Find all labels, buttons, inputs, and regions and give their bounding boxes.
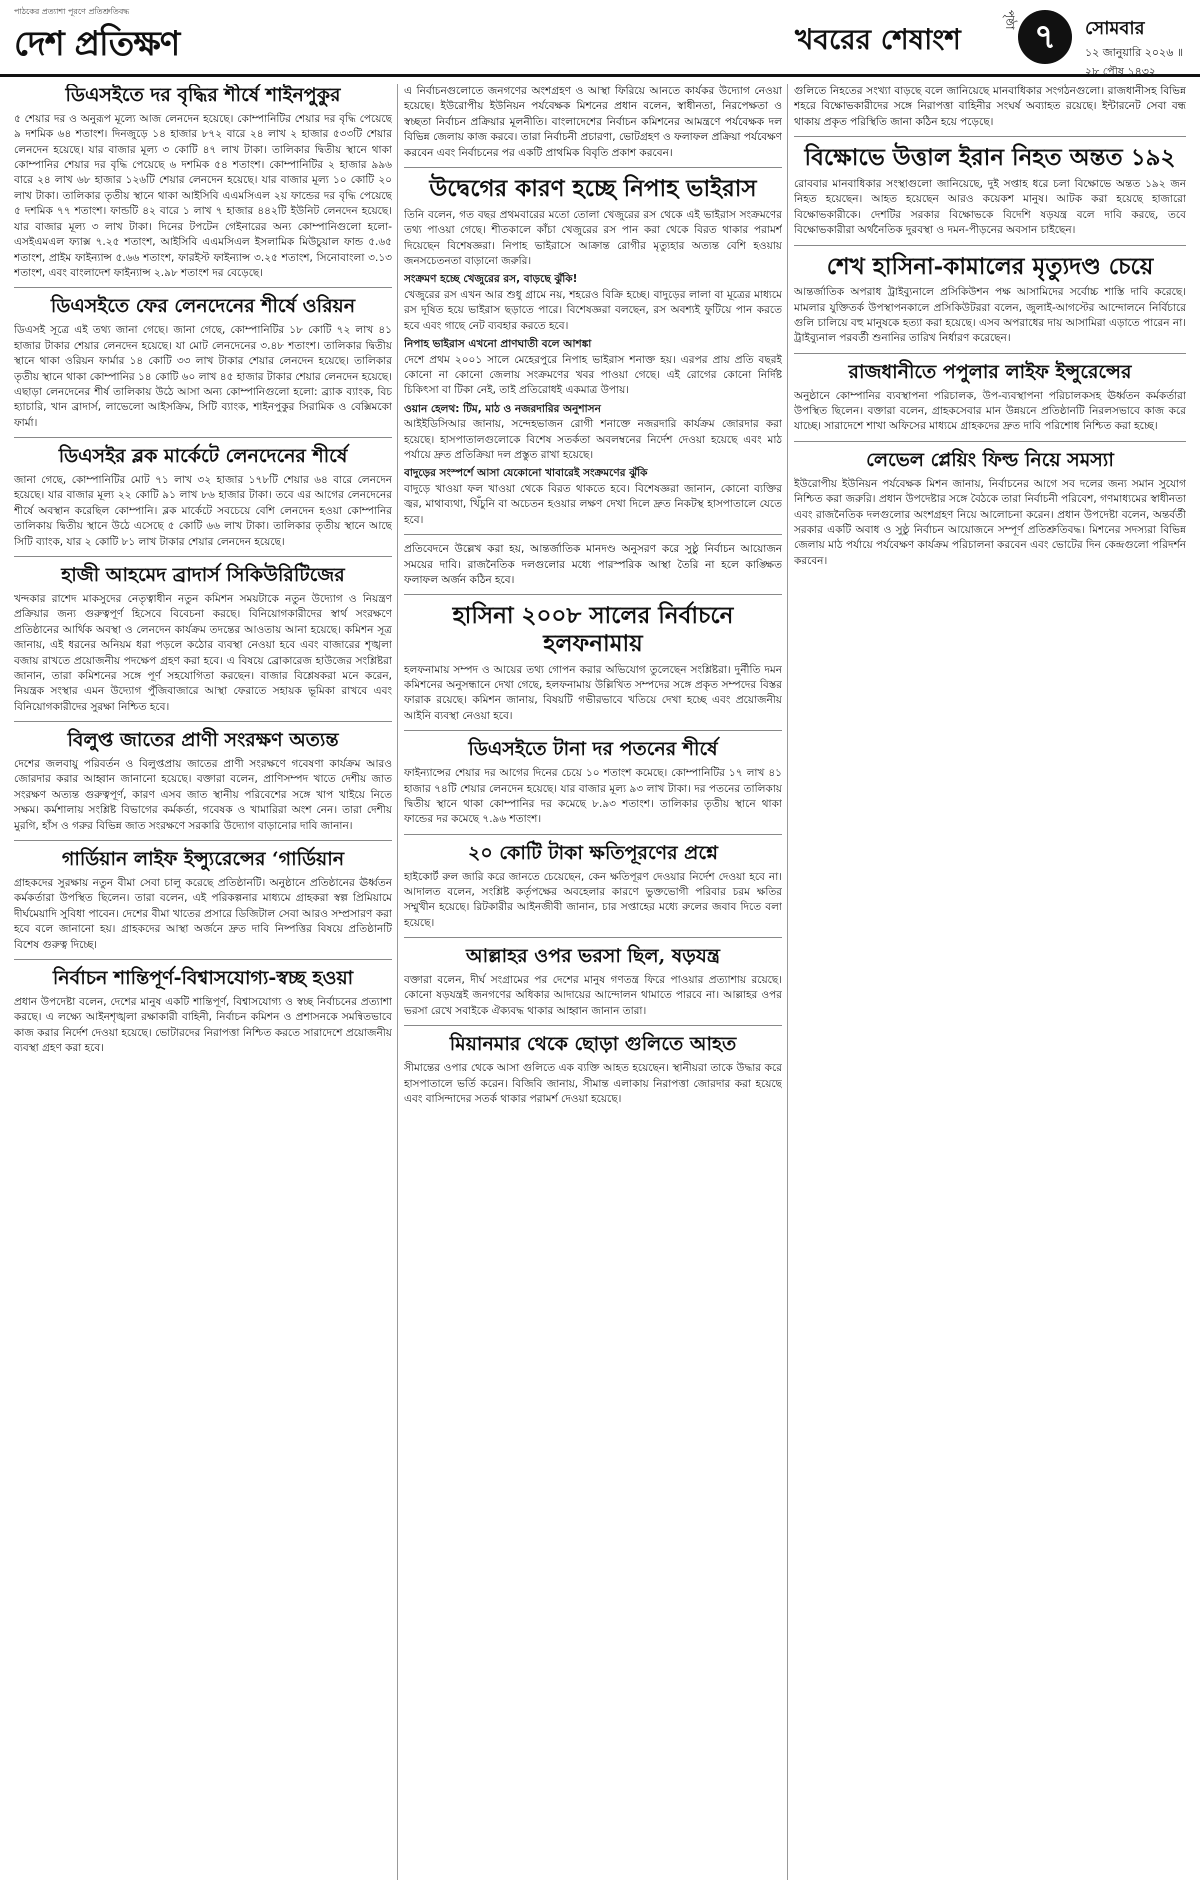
logo-tagline: পাঠকের প্রত্যাশা পূরণে প্রতিশ্রুতিবদ্ধ [14,7,130,16]
story-orion [14,295,392,438]
story-body: অনুষ্ঠানে কোম্পানির ব্যবস্থাপনা পরিচালক, উপ-ব্যবস্থাপনা পরিচালকসহ ঊর্ধ্বতন কর্মকর্তারা উপস্থিত ছিলেন। বক্তারা বলেন, গ্রাহকসেবার মান উন্নয়নে প্রতিষ্ঠানটি নিরলসভাবে কাজ করে যাচ্ছে। সারাদেশে শাখা অফিসের মাধ্যমে গ্রাহকদের দ্রুত দাবি পরিশোধ নিশ্চিত করা হচ্ছে। [794,389,1186,433]
headline: বিলুপ্ত জাতের প্রাণী সংরক্ষণ অত্যন্ত [67,729,339,752]
subheading: সংক্রমণ হচ্ছে খেজুরের রস, বাড়ছে ঝুঁকি! [404,273,578,286]
headline: শেখ হাসিনা-কামালের মৃত্যুদণ্ড চেয়ে [826,252,1154,280]
subheading: ওয়ান হেলথ: টিম, মাঠ ও নজরদারির অনুশাসন [404,402,601,415]
story-body: সীমান্তের ওপার থেকে আসা গুলিতে এক ব্যক্তি আহত হয়েছেন। স্থানীয়রা তাকে উদ্ধার করে হাসপাতালে ভর্তি করেন। বিজিবি জানায়, সীমান্ত এলাকায় নিরাপত্তা জোরদার করা হয়েছে এবং বাসিন্দাদের সতর্ক থাকার পরামর্শ দেওয়া হয়েছে। [404,1062,782,1105]
headline: রাজধানীতে পপুলার লাইফ ইন্সুরেন্সের [848,360,1132,383]
continued-text: গুলিতে নিহতের সংখ্যা বাড়ছে বলে জানিয়েছে মানবাধিকার সংগঠনগুলো। রাজধানীসহ বিভিন্ন শহরে বিক্ষোভকারীদের সঙ্গে নিরাপত্তা বাহিনীর সংঘর্ষ অব্যাহত রয়েছে। ইন্টারনেট সেবা বন্ধ থাকায় প্রকৃত পরিস্থিতি জানা কঠিন হয়ে পড়েছে। [794,84,1186,137]
story-body: রোববার মানবাধিকার সংস্থাগুলো জানিয়েছে, দুই সপ্তাহ ধরে চলা বিক্ষোভে অন্তত ১৯২ জন নিহত হয়েছেন। আহত হয়েছেন আরও কয়েকশ মানুষ। আটক করা হয়েছে হাজারো বিক্ষোভকারীকে। দেশটির সরকার বিক্ষোভকে বিদেশি ষড়যন্ত্র বলে দাবি করছে, তবে বিক্ষোভকারীরা অর্থনৈতিক দুরবস্থা ও দমন-পীড়নের অবসান চাইছেন। [794,177,1186,237]
column-divider [787,84,788,1880]
story-body: তিনি বলেন, গত বছর প্রথমবারের মতো তোলা খেজুরের রস থেকে এই ভাইরাস সংক্রমণের তথ্য পাওয়া গেছে। শীতকালে কাঁচা খেজুরের রস পান করা থেকে বিরত থাকার পরামর্শ দিয়েছেন বিশেষজ্ঞরা। নিপাহ ভাইরাসে আক্রান্ত রোগীর মৃত্যুহার অত্যন্ত বেশি হওয়ায় জনসচেতনতা বাড়ানো জরুরি। [404,208,782,267]
story-dse-gainer [14,84,392,288]
story-guardian-life [14,848,392,960]
story-body: খন্দকার রাশেদ মাকসুদের নেতৃত্বাধীন নতুন কমিশন সময়টাকে নতুন উদ্যোগ ও নিয়ন্ত্রণ প্রক্রিয়ার জন্য গুরুত্বপূর্ণ হিসেবে বিবেচনা করছে। বিনিয়োগকারীদের স্বার্থ সংরক্ষণে প্রতিষ্ঠানের আর্থিক অবস্থা ও লেনদেন কার্যক্রম তদন্তের আওতায় আনা হয়েছে। কমিশন সূত্র জানায়, এই ধরনের অনিয়ম ধরা পড়লে কঠোর ব্যবস্থা নেওয়া হবে এবং বাজারের শৃঙ্খলা বজায় রাখতে প্রয়োজনীয় পদক্ষেপ গ্রহণ করা হবে। এ বিষয়ে ব্রোকারেজ হাউজের সংশ্লিষ্টরা জানান, তারা কমিশনের সঙ্গে পূর্ণ সহযোগিতা করছেন। বাজার বিশ্লেষকরা মনে করেন, নিয়ন্ত্রক সংস্থার এমন উদ্যোগ পুঁজিবাজারে আস্থা ফেরাতে সহায়ক ভূমিকা রাখবে এবং বিনিয়োগকারীদের সুরক্ষা নিশ্চিত হবে। [14,592,392,713]
headline: উদ্বেগের কারণ হচ্ছে নিপাহ ভাইরাস [429,175,757,203]
column-divider [397,84,398,1880]
continued-text: প্রতিবেদনে উল্লেখ করা হয়, আন্তর্জাতিক মানদণ্ড অনুসরণ করে সুষ্ঠু নির্বাচন আয়োজন সময়ের দাবি। রাজনৈতিক দলগুলোর মধ্যে পারস্পরিক আস্থা তৈরি না হলে কাঙ্ক্ষিত ফলাফল অর্জন কঠিন হবে। [404,542,782,595]
story-body: খেজুরের রস এখন আর শুধু গ্রামে নয়, শহরেও বিক্রি হচ্ছে। বাদুড়ের লালা বা মূত্রের মাধ্যমে রস দূষিত হয়ে ভাইরাস ছড়াতে পারে। বিশেষজ্ঞরা বলছেন, রস অবশ্যই ফুটিয়ে পান করতে হবে এবং গাছে নেট ব্যবহার করতে হবে। [404,288,782,332]
story-election [14,967,392,1062]
story-body: বক্তারা বলেন, দীর্ঘ সংগ্রামের পর দেশের মানুষ গণতন্ত্র ফিরে পাওয়ার প্রত্যাশায় রয়েছে। কোনো ষড়যন্ত্রই জনগণের অধিকার আদায়ের আন্দোলন থামাতে পারবে না। আল্লাহর ওপর ভরসা রেখে সবাইকে ঐক্যবদ্ধ থাকার আহ্বান জানান তারা। [404,974,782,1017]
story-body: আইইডিসিআর জানায়, সন্দেহভাজন রোগী শনাক্তে নজরদারি কার্যক্রম জোরদার করা হয়েছে। হাসপাতালগুলোকে বিশেষ সতর্কতা অবলম্বনের নির্দেশ দেওয়া হয়েছে এবং মাঠ পর্যায়ে দ্রুত প্রতিক্রিয়া দল প্রস্তুত রাখা হয়েছে। [404,418,782,462]
headline: লেভেল প্লেয়িং ফিল্ড নিয়ে সমস্যা [866,448,1114,471]
column-3 [794,84,1186,1880]
page-label: পৃষ্ঠা [1003,10,1017,30]
weekday: সোমবার [1085,18,1145,39]
story-level-playing-field [794,449,1186,575]
story-block-market [14,445,392,557]
headline: গার্ডিয়ান লাইফ ইন্স্যুরেন্সের ‘গার্ডিয়ান [61,848,345,871]
headline: মিয়ানমার থেকে ছোড়া গুলিতে আহত [449,1033,737,1056]
section-title: খবরের শেষাংশ [795,23,961,56]
story-body: হাইকোর্ট রুল জারি করে জানতে চেয়েছেন, কেন ক্ষতিপূরণ দেওয়ার নির্দেশ দেওয়া হবে না। আদালত বলেন, সংশ্লিষ্ট কর্তৃপক্ষের অবহেলার কারণে ভুক্তভোগী পরিবার চরম ক্ষতির সম্মুখীন হয়েছে। রিটকারীর আইনজীবী জানান, চার সপ্তাহের মধ্যে রুলের জবাব দিতে বলা হয়েছে। [404,870,782,929]
story-price-fall [404,738,782,834]
story-hasina-affidavit [404,602,782,731]
story-compensation [404,842,782,938]
story-animal-conservation [14,729,392,841]
headline: ডিএসইর ব্লক মার্কেটে লেনদেনের শীর্ষে [58,445,348,468]
story-body: দেশের জলবায়ু পরিবর্তন ও বিলুপ্তপ্রায় জাতের প্রাণী সংরক্ষণে গবেষণা কার্যক্রম আরও জোরদার করার আহ্বান জানানো হয়েছে। বক্তারা বলেন, প্রাণিসম্পদ খাতে দেশীয় জাত সংরক্ষণ অত্যন্ত গুরুত্বপূর্ণ, কারণ এসব জাত স্থানীয় পরিবেশের সঙ্গে খাপ খাইয়ে নিতে সক্ষম। কর্মশালায় সংশ্লিষ্ট বিভাগের কর্মকর্তা, গবেষক ও খামারিরা অংশ নেন। তারা দেশীয় মুরগি, হাঁস ও গরুর বিভিন্ন জাত সংরক্ষণে সরকারি উদ্যোগ বাড়ানোর দাবি জানান। [14,758,392,832]
story-body: ৫ শেয়ার দর ও অনুরূপ মূল্যে আজ লেনদেন হয়েছে। কোম্পানিটির শেয়ার দর বৃদ্ধি পেয়েছে ৯ দশমিক ৬৪ শতাংশ। দিনজুড়ে ১৪ হাজার ৮৭২ বারে ২৪ লাখ ২ হাজার ৫৩৩টি শেয়ার লেনদেন হয়েছে। যার বাজার মূল্য ৩ কোটি ৪৭ লাখ টাকা। তালিকার দ্বিতীয় স্থানে থাকা কোম্পানির শেয়ার দর বৃদ্ধি পেয়েছে ৬ দশমিক ৫৪ শতাংশ। কোম্পানিটির ২ হাজার ৯৯৬ বারে ২৪ লাখ ৬৮ হাজার ১২৬টি শেয়ার লেনদেন হয়েছে। যার বাজার মূল্য ১০ কোটি ২০ লাখ টাকা। তালিকার তৃতীয় স্থানে থাকা আইসিবি এএমসিএল ২য় ফান্ডের দর বৃদ্ধি পেয়েছে ৫ দশমিক ৭৭ শতাংশ। ফান্ডটি ৪২ বারে ১ লাখ ৭ হাজার ৪৪২টি ইউনিট লেনদেন হয়েছে। যার বাজার মূল্য ৩ লাখ টাকা। দিনের টপটেন গেইনারের অন্য কোম্পানিগুলো হলো- এসইএমএল ফ্যাক্স ৭.২৫ শতাংশ, আইসিবি এএমসিএল ইসলামিক মিউচুয়াল ফান্ড ৫.৬৫ শতাংশ, প্রাইম ফাইন্যান্স ৫.৬৬ শতাংশ, ফারইস্ট ফাইন্যান্স ৩.২৫ শতাংশ, সিনোবাংলা ৩.১৩ শতাংশ, এবং বাংলাদেশ ফাইন্যান্স ২.৯৮ শতাংশ দর বেড়েছে। [14,112,392,280]
headline: ২০ কোটি টাকা ক্ষতিপূরণের প্রশ্নে [468,841,718,864]
headline: ডিএসইতে টানা দর পতনের শীর্ষে [468,738,718,761]
story-securities [14,564,392,722]
story-body: বাদুড়ে খাওয়া ফল খাওয়া থেকে বিরত থাকতে হবে। বিশেষজ্ঞরা জানান, কোনো ব্যক্তির জ্বর, মাথাব্যথা, খিঁচুনি বা অচেতন হওয়ার লক্ষণ দেখা দিলে দ্রুত নিকটস্থ হাসপাতালে যেতে হবে। [404,482,782,526]
masthead [0,0,1200,77]
story-body: জানা গেছে, কোম্পানিটির মোট ৭১ লাখ ৩২ হাজার ১৭৮টি শেয়ার ৬৪ বারে লেনদেন হয়েছে। যার বাজার মূল্য ২২ কোটি ৯১ লাখ ৮৬ হাজার টাকা। তবে এর আগের লেনদেনের শীর্ষে অবস্থান করেছিল কোম্পানি। ব্লক মার্কেটে সবচেয়ে বেশি লেনদেন হওয়া কোম্পানির তালিকায় দ্বিতীয় স্থানে উঠে এসেছে ৫ কোটি ৬৬ লাখ টাকা। তালিকার তৃতীয় স্থানে আছে সিটি ব্যাংক, যার ২ কোটি ৮১ লাখ টাকার শেয়ার লেনদেন হয়েছে। [14,473,392,548]
page-number: ৭ [1018,10,1072,64]
story-myanmar-firing [404,1033,782,1113]
story-body: ডিএসই সূত্রে এই তথ্য জানা গেছে। জানা গেছে, কোম্পানিটির ১৮ কোটি ৭২ লাখ ৪১ হাজার টাকার শেয়ার লেনদেন হয়েছে। যা মোট লেনদেনের ৩.৪৮ শতাংশ। তালিকার দ্বিতীয় স্থানে থাকা ওরিয়ন ফার্মার ১৪ কোটি ৩৩ লাখ টাকার শেয়ার লেনদেন হয়েছে। তালিকার তৃতীয় স্থানে থাকা কোম্পানির ১৪ কোটি ৬০ লাখ ৪৫ হাজার টাকার শেয়ার লেনদেন হয়েছে। এছাড়া লেনদেনের শীর্ষ তালিকায় উঠে আসা অন্য কোম্পানিগুলো হলো: ব্র্যাক ব্যাংক, বিচ হ্যাচারি, খান ব্রাদার্স, লাভেলো আইসক্রিম, সিটি ব্যাংক, শাইনপুকুর সিরামিক ও বেক্সিমকো ফার্মা। [14,324,392,429]
headline: ডিএসইতে দর বৃদ্ধির শীর্ষে শাইনপুকুর [65,84,341,106]
story-body: হলফনামায় সম্পদ ও আয়ের তথ্য গোপন করার অভিযোগ তুলেছেন সংশ্লিষ্টরা। দুর্নীতি দমন কমিশনের অনুসন্ধানে দেখা গেছে, হলফনামায় উল্লিখিত সম্পদের সঙ্গে প্রকৃত সম্পদের বিস্তর ফারাক রয়েছে। কমিশন জানায়, বিষয়টি গভীরভাবে খতিয়ে দেখা হচ্ছে এবং প্রয়োজনীয় আইনি ব্যবস্থা নেওয়া হবে। [404,663,782,722]
story-popular-life [794,361,1186,442]
column-1 [14,84,392,1880]
column-2 [404,84,782,1880]
story-body: ইউরোপীয় ইউনিয়ন পর্যবেক্ষক মিশন জানায়, নির্বাচনের আগে সব দলের জন্য সমান সুযোগ নিশ্চিত করা জরুরি। প্রধান উপদেষ্টার সঙ্গে বৈঠকে তারা নির্বাচনী পরিবেশ, গণমাধ্যমের স্বাধীনতা এবং রাজনৈতিক দলগুলোর অংশগ্রহণ নিয়ে আলোচনা করেন। প্রধান উপদেষ্টা বলেন, অন্তর্বর্তী সরকার একটি অবাধ ও সুষ্ঠু নির্বাচন আয়োজনে সম্পূর্ণ প্রতিশ্রুতিবদ্ধ। মিশনের সদস্যরা বিভিন্ন জেলায় মাঠ পর্যায়ে পর্যবেক্ষণ কার্যক্রম পরিচালনা করবেন এবং ভোটের দিন কেন্দ্রগুলো পরিদর্শন করবেন। [794,477,1186,567]
story-body: প্রধান উপদেষ্টা বলেন, দেশের মানুষ একটি শান্তিপূর্ণ, বিশ্বাসযোগ্য ও স্বচ্ছ নির্বাচনের প্রত্যাশা করছে। এ লক্ষ্যে আইনশৃঙ্খলা রক্ষাকারী বাহিনী, নির্বাচন কমিশন ও প্রশাসনকে সমন্বিতভাবে কাজ করার নির্দেশ দেওয়া হয়েছে। ভোটারদের নিরাপত্তা নিশ্চিত করতে সারাদেশে প্রয়োজনীয় ব্যবস্থা গ্রহণ করা হবে। [14,995,392,1055]
headline: হাজী আহমেদ ব্রাদার্স সিকিউরিটিজের [61,564,345,587]
headline: আল্লাহর ওপর ভরসা ছিল, ষড়যন্ত্র [466,945,720,968]
story-body: আন্তর্জাতিক অপরাধ ট্রাইব্যুনালে প্রসিকিউশন পক্ষ আসামিদের সর্বোচ্চ শাস্তি দাবি করেছে। মামলার যুক্তিতর্ক উপস্থাপনকালে প্রসিকিউটররা বলেন, জুলাই-আগস্টের আন্দোলনে নির্বিচারে গুলি চালিয়ে বহু মানুষকে হত্যা করা হয়েছে। এসব অপরাধের দায় আসামিরা এড়াতে পারেন না। ট্রাইব্যুনাল পরবর্তী শুনানির তারিখ নির্ধারণ করেছেন। [794,286,1186,345]
story-death-sentence [794,253,1186,354]
subheading: নিপাহ ভাইরাস এখনো প্রাণঘাতী বলে আশঙ্কা [404,338,592,351]
issue-date: ১২ জানুয়ারি ২০২৬ ॥ ২৮ পৌষ ১৪৩২ [1085,46,1184,78]
story-body: গ্রাহকদের সুরক্ষায় নতুন বীমা সেবা চালু করেছে প্রতিষ্ঠানটি। অনুষ্ঠানে প্রতিষ্ঠানের ঊর্ধ্বতন কর্মকর্তারা উপস্থিত ছিলেন। তারা বলেন, এই পরিকল্পনার মাধ্যমে গ্রাহকরা স্বল্প প্রিমিয়ামে দীর্ঘমেয়াদি সুবিধা পাবেন। দেশের বীমা খাতের প্রসারে ডিজিটাল সেবা আরও সম্প্রসারণ করা হবে বলে জানানো হয়। গ্রাহকদের আস্থা অর্জনে দ্রুত দাবি নিষ্পত্তির বিষয়ে প্রতিষ্ঠানটি বিশেষ গুরুত্ব দিচ্ছে। [14,876,392,951]
subheading: বাদুড়ের সংস্পর্শে আসা যেকোনো খাবারেই সংক্রমণের ঝুঁকি [404,467,648,480]
story-nipah [404,175,782,535]
continued-text: এ নির্বাচনগুলোতে জনগণের অংশগ্রহণ ও আস্থা ফিরিয়ে আনতে কার্যকর উদ্যোগ নেওয়া হয়েছে। ইউরোপীয় ইউনিয়ন পর্যবেক্ষক মিশনের প্রধান বলেন, স্বাধীনতা, নিরপেক্ষতা ও স্বচ্ছতা নির্বাচন প্রক্রিয়ার মূলনীতি। বাংলাদেশের নির্বাচন কমিশনের আমন্ত্রণে পর্যবেক্ষক দল বিভিন্ন জেলায় কাজ করবে। তারা নির্বাচনী প্রচারণা, ভোটগ্রহণ ও ফলাফল প্রক্রিয়া পর্যবেক্ষণ করবেন এবং নির্বাচনের পর একটি প্রাথমিক বিবৃতি প্রকাশ করবেন। [404,84,782,168]
headline: হাসিনা ২০০৮ সালের নির্বাচনে হলফনামায় [452,602,734,657]
newspaper-logo: দেশ প্রতিক্ষণ [14,24,180,64]
headline: ডিএসইতে ফের লেনদেনের শীর্ষে ওরিয়ন [50,295,356,318]
story-body: ফাইন্যান্সের শেয়ার দর আগের দিনের চেয়ে ১০ শতাংশ কমেছে। কোম্পানিটির ১৭ লাখ ৪১ হাজার ৭৪টি শেয়ার লেনদেন হয়েছে। যার বাজার মূল্য ৯৩ লাখ টাকা। দর পতনের তালিকায় দ্বিতীয় স্থানে থাকা কোম্পানির দর কমেছে ৮.৯৩ শতাংশ। তালিকার তৃতীয় স্থানে থাকা ফান্ডের দর কমেছে ৭.৯৬ শতাংশ। [404,767,782,826]
headline: বিক্ষোভে উত্তাল ইরান নিহত অন্তত ১৯২ [804,144,1176,172]
story-body: দেশে প্রথম ২০০১ সালে মেহেরপুরে নিপাহ ভাইরাস শনাক্ত হয়। এরপর প্রায় প্রতি বছরই কোনো না কোনো জেলায় সংক্রমণের খবর পাওয়া গেছে। এই রোগের কোনো নির্দিষ্ট চিকিৎসা বা টিকা নেই, তাই প্রতিরোধই একমাত্র উপায়। [404,353,782,397]
headline: নির্বাচন শান্তিপূর্ণ-বিশ্বাসযোগ্য-স্বচ্ছ হওয়া [52,967,354,990]
story-iran-protest [794,144,1186,245]
story-conspiracy [404,945,782,1026]
